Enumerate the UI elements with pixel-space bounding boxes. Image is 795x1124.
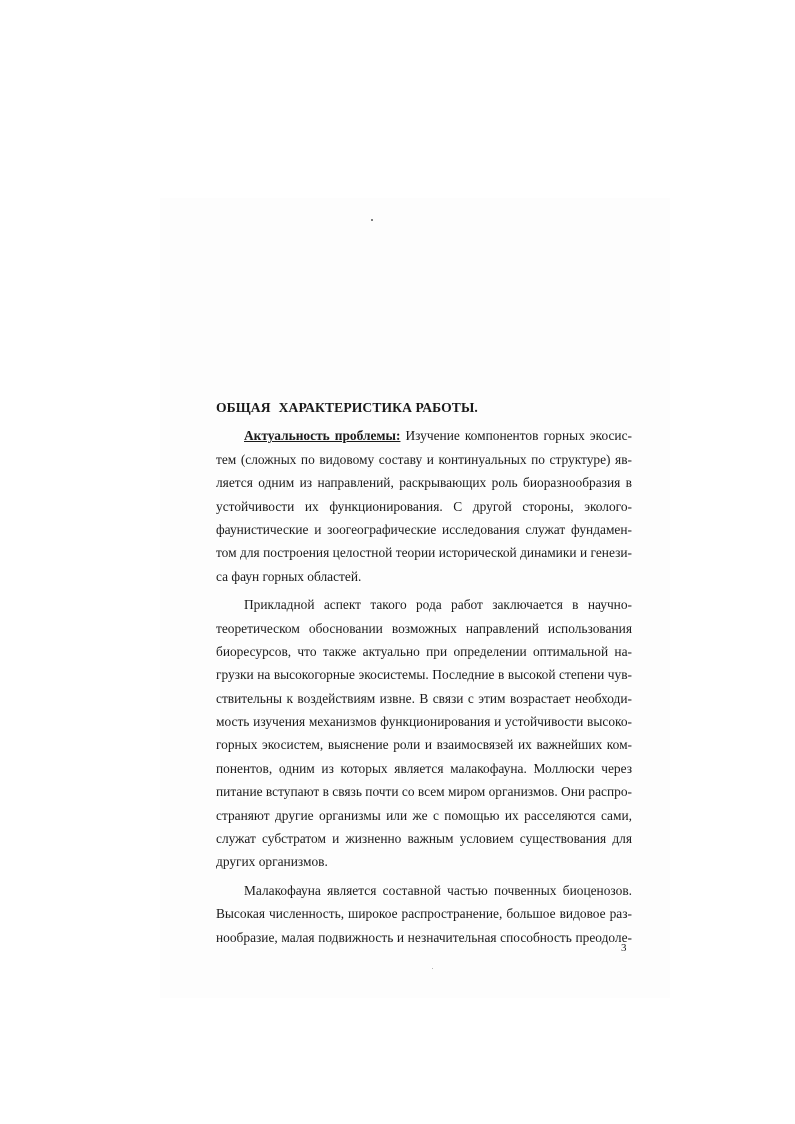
- page-number: 3: [621, 942, 627, 954]
- heading-word-2: ХАРАКТЕРИСТИКА РАБОТЫ.: [278, 400, 478, 415]
- paragraph-applied-aspect: [216, 593, 632, 874]
- paragraph-line: ляется одним из направлений, раскрывающих роль биоразнообразия в: [216, 475, 632, 491]
- section-heading: [216, 396, 632, 419]
- paragraph-line: [216, 424, 632, 447]
- paragraph-malacofauna: [216, 879, 632, 949]
- paragraph-line: грузки на высокогорные экосистемы. Последние в высокой степени чув-: [216, 667, 632, 683]
- paragraph-relevance: [216, 424, 632, 588]
- line-text: Изучение компонентов горных экосис-: [405, 428, 632, 444]
- body-text: [216, 396, 632, 954]
- paragraph-line: Малакофауна является составной частью почвенных биоценозов.: [244, 882, 632, 898]
- paragraph-line: тем (сложных по видовому составу и континуальных по структуре) яв-: [216, 451, 632, 467]
- paragraph-line: понентов, одним из которых является малакофауна. Моллюски через: [216, 760, 632, 776]
- paragraph-line: питание вступают в связь почти со всем миром организмов. Они распро-: [216, 784, 632, 800]
- paragraph-line: Высокая численность, широкое распространение, большое видовое раз-: [216, 906, 632, 922]
- paragraph-line: служат субстратом и жизненно важным условием существования для: [216, 831, 632, 847]
- paragraph-line: других организмов.: [216, 854, 328, 870]
- heading-word-1: ОБЩАЯ: [216, 400, 271, 415]
- paragraph-line: горных экосистем, выяснение роли и взаимосвязей их важнейших ком-: [216, 737, 632, 753]
- scan-speck: [371, 219, 373, 221]
- paragraph-line: ствительны к воздействиям извне. В связи с этим возрастает необходи-: [216, 690, 632, 706]
- paragraph-line: нообразие, малая подвижность и незначительная способность преодоле-: [216, 929, 632, 945]
- paragraph-line: теоретическом обосновании возможных направлений использования: [216, 620, 632, 636]
- paragraph-line: страняют другие организмы или же с помощью их расселяются сами,: [216, 807, 632, 823]
- paragraph-line: Прикладной аспект такого рода работ заключается в научно-: [244, 597, 632, 613]
- paragraph-line: биоресурсов, что также актуально при определении оптимальной на-: [216, 643, 632, 659]
- paragraph-line: фаунистические и зоогеографические исследования служат фундамен-: [216, 521, 632, 537]
- paragraph-line: са фаун горных областей.: [216, 568, 362, 584]
- paragraph-line: том для построения целостной теории исторической динамики и генези-: [216, 545, 632, 561]
- paragraph-line: мость изучения механизмов функционирования и устойчивости высоко-: [216, 714, 632, 730]
- relevance-label: Актуальность проблемы:: [244, 428, 401, 444]
- scan-speck: [432, 968, 433, 969]
- paragraph-line: устойчивости их функционирования. С другой стороны, эколого-: [216, 498, 632, 514]
